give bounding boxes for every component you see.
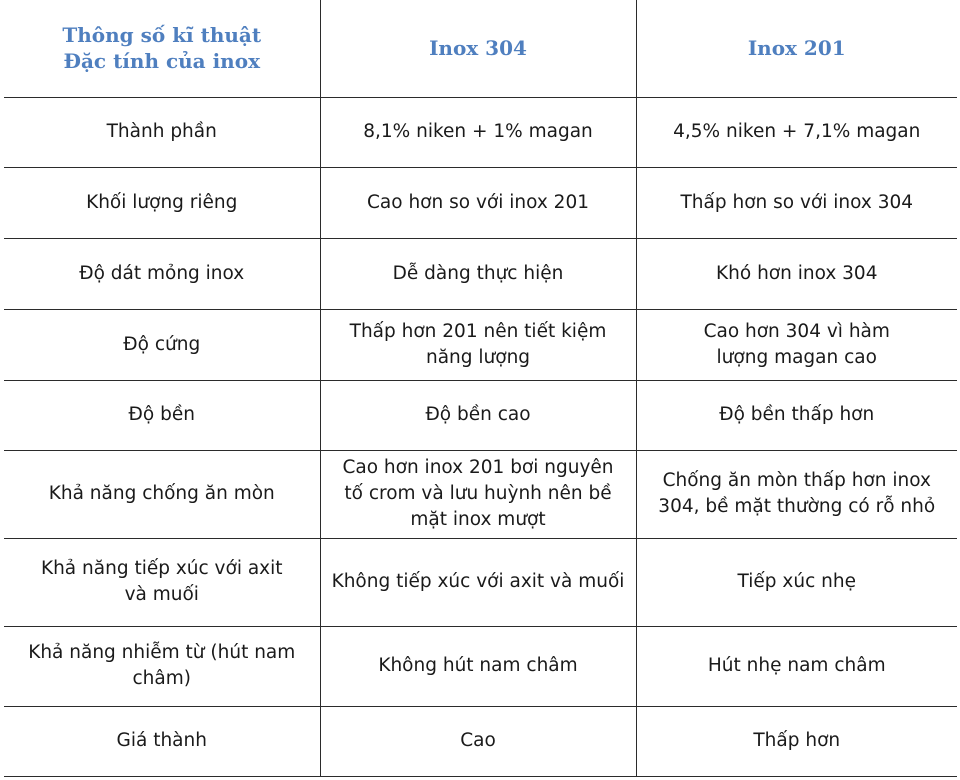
header-inox-304: Inox 304 bbox=[320, 0, 636, 97]
cell-inox-304: Cao hơn inox 201 bơi nguyên tố crom và lưu huỳnh nên bề mặt inox mượt bbox=[320, 450, 636, 538]
table-row bbox=[4, 97, 957, 167]
cell-inox-201: Thấp hơn so với inox 304 bbox=[636, 167, 957, 238]
table-row bbox=[4, 238, 957, 309]
header-property-label: Đặc tính của inox bbox=[63, 49, 260, 74]
table-row bbox=[4, 626, 957, 706]
header-corner-cell bbox=[4, 0, 320, 97]
cell-inox-201: Độ bền thấp hơn bbox=[636, 380, 957, 450]
cell-inox-304: Không tiếp xúc với axit và muối bbox=[320, 538, 636, 626]
cell-inox-201: Khó hơn inox 304 bbox=[636, 238, 957, 309]
header-inox-201: Inox 201 bbox=[636, 0, 957, 97]
row-label: Thành phần bbox=[4, 97, 320, 167]
table-row bbox=[4, 450, 957, 538]
table-row bbox=[4, 538, 957, 626]
row-label: Giá thành bbox=[4, 706, 320, 776]
comparison-table bbox=[4, 0, 957, 777]
table-row bbox=[4, 167, 957, 238]
cell-inox-201: Hút nhẹ nam châm bbox=[636, 626, 957, 706]
cell-inox-201: 4,5% niken + 7,1% magan bbox=[636, 97, 957, 167]
cell-inox-304: Dễ dàng thực hiện bbox=[320, 238, 636, 309]
cell-inox-304: Độ bền cao bbox=[320, 380, 636, 450]
row-label: Khối lượng riêng bbox=[4, 167, 320, 238]
row-label: Khả năng chống ăn mòn bbox=[4, 450, 320, 538]
row-label: Khả năng nhiễm từ (hút nam châm) bbox=[4, 626, 320, 706]
row-label: Độ dát mỏng inox bbox=[4, 238, 320, 309]
cell-inox-201: Tiếp xúc nhẹ bbox=[636, 538, 957, 626]
cell-inox-304: Thấp hơn 201 nên tiết kiệm năng lượng bbox=[320, 309, 636, 380]
cell-inox-201: Thấp hơn bbox=[636, 706, 957, 776]
row-label: Khả năng tiếp xúc với axit và muối bbox=[4, 538, 320, 626]
cell-inox-201: Chống ăn mòn thấp hơn inox 304, bề mặt thường có rỗ nhỏ bbox=[636, 450, 957, 538]
row-label: Độ cứng bbox=[4, 309, 320, 380]
cell-inox-201: Cao hơn 304 vì hàm lượng magan cao bbox=[636, 309, 957, 380]
cell-inox-304: Không hút nam châm bbox=[320, 626, 636, 706]
cell-inox-304: 8,1% niken + 1% magan bbox=[320, 97, 636, 167]
table-row bbox=[4, 309, 957, 380]
cell-inox-304: Cao hơn so với inox 201 bbox=[320, 167, 636, 238]
table-row bbox=[4, 380, 957, 450]
cell-inox-304: Cao bbox=[320, 706, 636, 776]
header-row bbox=[4, 0, 957, 97]
row-label: Độ bền bbox=[4, 380, 320, 450]
header-spec-label: Thông số kĩ thuật bbox=[62, 23, 262, 48]
table-row bbox=[4, 706, 957, 776]
